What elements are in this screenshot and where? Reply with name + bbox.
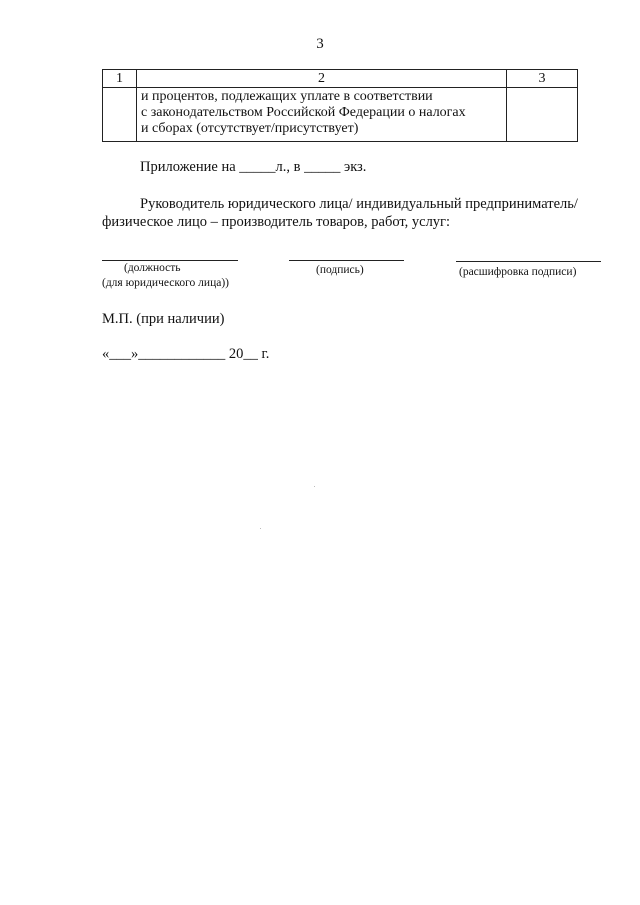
signature-line [289, 260, 404, 261]
table-cell-empty [103, 88, 137, 142]
table-cell-line: и сборах (отсутствует/присутствует) [141, 121, 359, 136]
table-header-col-2: 2 [137, 70, 507, 88]
head-line-1: Руководитель юридического лица/ индивидуальный предприниматель/ [140, 196, 578, 212]
date-line: «___»____________ 20__ г. [102, 346, 270, 362]
position-signature-line [102, 260, 238, 261]
page-number: 3 [316, 36, 324, 52]
decoding-signature-line [456, 261, 601, 262]
table-row [103, 88, 578, 142]
signature-label: (подпись) [316, 264, 364, 276]
document-table [102, 69, 578, 142]
scan-speck [260, 528, 261, 529]
table-cell-empty [507, 88, 578, 142]
appendix-line: Приложение на _____л., в _____ экз. [140, 159, 367, 175]
table-cell-line: и процентов, подлежащих уплате в соответствии [141, 89, 433, 104]
table-header-row [103, 70, 578, 88]
position-label-continued: (для юридического лица)) [102, 277, 229, 289]
scan-speck [314, 486, 315, 487]
stamp-line: М.П. (при наличии) [102, 311, 225, 327]
position-label: (должность [124, 262, 181, 274]
head-line-2: физическое лицо – производитель товаров, работ, услуг: [102, 214, 451, 230]
table-header-col-1: 1 [103, 70, 137, 88]
table-header-col-3: 3 [507, 70, 578, 88]
table-cell-line: с законодательством Российской Федерации о налогах [141, 105, 466, 120]
decoding-label: (расшифровка подписи) [459, 266, 577, 278]
table-cell-text [137, 88, 507, 142]
